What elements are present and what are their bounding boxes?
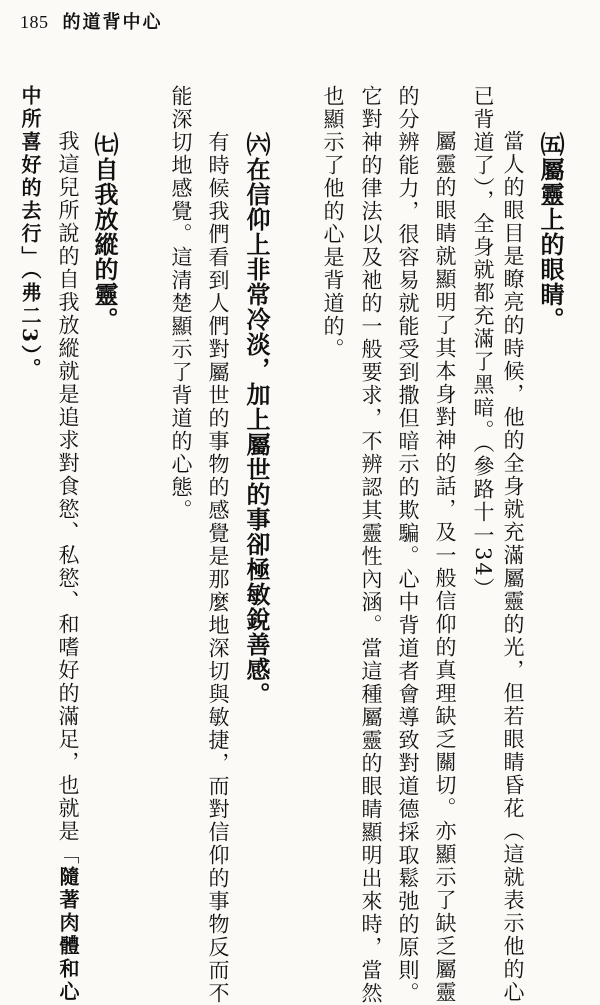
section-heading-5: ㈤屬靈上的眼睛。 <box>536 132 564 332</box>
page-header <box>20 8 163 34</box>
running-title: 的道背中心 <box>62 12 163 33</box>
paragraph-column: 的分辨能力，很容易就能受到撒但暗示的欺騙。心中背道者會導致對道德採取鬆弛的原則。 <box>396 85 420 1005</box>
paragraph-column: 它對神的律法以及祂的一般要求，不辨認其靈性內涵。當這種屬靈的眼睛顯明出來時，當然 <box>359 85 383 1005</box>
quoted-scripture: 隨著肉體和心 <box>56 866 80 1004</box>
section-heading-7: ㈦自我放縱的靈。 <box>90 132 118 332</box>
paragraph-column: 已背道了），全身就都充滿了黑暗。（參路十一34） <box>471 85 495 601</box>
paragraph-column: 也顯示了他的心是背道的。 <box>321 85 345 361</box>
paragraph-column: 能深切地感覺。這清楚顯示了背道的心態。 <box>169 85 193 522</box>
paragraph-column: 有時候我們看到人們對屬世的事物的感覺是那麼地深切與敏捷，而對信仰的事物反而不 <box>206 108 230 1005</box>
section-heading-6: ㈥在信仰上非常冷淡，加上屬世的事卻極敏銳善感。 <box>242 132 270 707</box>
paragraph-text: 我這兒所說的自我放縱就是追求對食慾、私慾、和嗜好的滿足，也就是「 <box>56 107 80 866</box>
page-number: 185 <box>20 12 49 32</box>
paragraph-column <box>57 107 78 1004</box>
quoted-scripture-column: 中所喜好的去行」（弗二3）。 <box>18 85 42 381</box>
paragraph-column: 當人的眼目是瞭亮的時候，他的全身就充滿屬靈的光，但若眼睛昏花（這就表示他的心 <box>501 107 525 1004</box>
paragraph-column: 屬靈的眼睛就顯明了其本身對神的話，及一般信仰的真理缺乏關切。亦顯示了缺乏屬靈 <box>433 107 457 1004</box>
